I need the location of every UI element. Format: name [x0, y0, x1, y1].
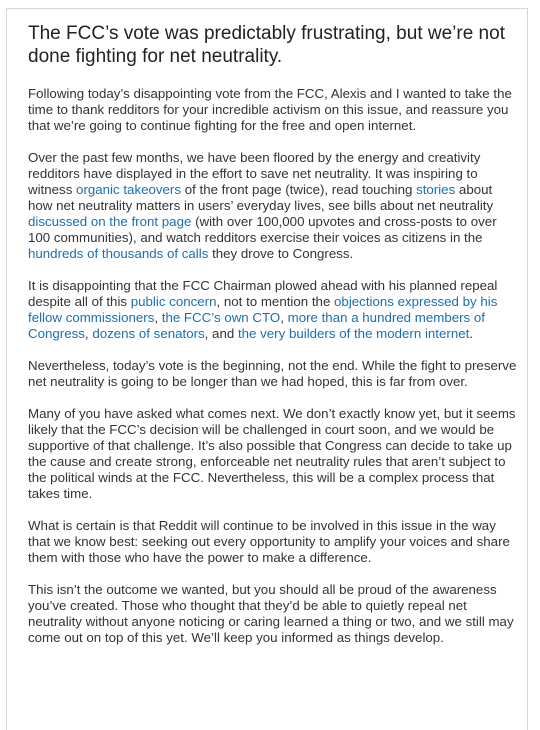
- link-discussed-front-page[interactable]: discussed on the front page: [28, 214, 192, 229]
- text-segment: , and: [204, 326, 238, 341]
- text-segment: It is disappointing that the FCC Chairman plowed ahead with his planned repeal despite all of this: [28, 278, 498, 309]
- link-hundreds-of-calls[interactable]: hundreds of thousands of calls: [28, 246, 209, 261]
- paragraph-activism: [28, 150, 520, 262]
- paragraph-closing: This isn’t the outcome we wanted, but you should all be proud of the awareness you’ve created. Those who thought that they’d be able to quietly repeal net neutrality without anyone noticing or caring learned a thing or two, and we still may come out on top of this yet. We’ll keep you informed as things develop.: [28, 582, 514, 645]
- text-segment: ,: [84, 326, 93, 341]
- link-fcc-cto[interactable]: the FCC’s own CTO: [161, 310, 281, 325]
- link-dozens-of-senators[interactable]: dozens of senators: [92, 326, 205, 341]
- text-segment: Over the past few months, we have been floored by the energy and creativity redditors have displayed in the effort to save net neutrality. It was inspiring to witness: [28, 150, 481, 197]
- post-title: The FCC’s vote was predictably frustrating, but we’re not done fighting for net neutrality.: [28, 23, 505, 67]
- text-segment: about how net neutrality matters in users’ everyday lives, see bills about net neutrality: [28, 182, 494, 213]
- paragraph-nevertheless: Nevertheless, today’s vote is the beginning, not the end. While the fight to preserve net neutrality is going to be longer than we had hoped, this is far from over.: [28, 358, 517, 389]
- link-public-concern[interactable]: public concern: [130, 294, 217, 309]
- paragraph-reddit-involvement: What is certain is that Reddit will continue to be involved in this issue in the way that we know best: seeking out every opportunity to amplify your voices and share them with those who have the power to make a difference.: [28, 518, 510, 565]
- paragraph-next-steps: Many of you have asked what comes next. We don’t exactly know yet, but it seems likely that the FCC’s decision will be challenged in court soon, and we would be supportive of that challenge. It’s also possible that Congress can decide to take up the cause and create strong, enforceable net neutrality rules that aren’t subject to the political winds at the FCC. Nevertheless, this will be a complex process that takes time.: [28, 406, 516, 501]
- link-members-of-congress[interactable]: more than a hundred members of Congress: [28, 310, 485, 341]
- text-segment: ,: [280, 310, 288, 325]
- text-segment: of the front page (twice), read touching: [181, 182, 417, 197]
- paragraph-disappointment: [28, 278, 520, 342]
- text-segment: .: [469, 326, 474, 341]
- text-segment: ,: [154, 310, 162, 325]
- link-organic-takeovers[interactable]: organic takeovers: [76, 182, 182, 197]
- text-segment: (with over 100,000 upvotes and cross-posts to over 100 communities), and watch redditors exercise their voices as citizens in the: [28, 214, 497, 245]
- post-body: [28, 22, 520, 662]
- post-card: [6, 8, 528, 730]
- text-segment: , not to mention the: [216, 294, 335, 309]
- link-builders-of-internet[interactable]: the very builders of the modern internet: [237, 326, 470, 341]
- link-stories[interactable]: stories: [416, 182, 456, 197]
- link-objections-commissioners[interactable]: objections expressed by his fellow commissioners: [28, 294, 498, 325]
- paragraph-intro: Following today’s disappointing vote from the FCC, Alexis and I wanted to take the time to thank redditors for your incredible activism on this issue, and reassure you that we’re going to continue fighting for the free and open internet.: [28, 86, 512, 133]
- text-segment: they drove to Congress.: [208, 246, 354, 261]
